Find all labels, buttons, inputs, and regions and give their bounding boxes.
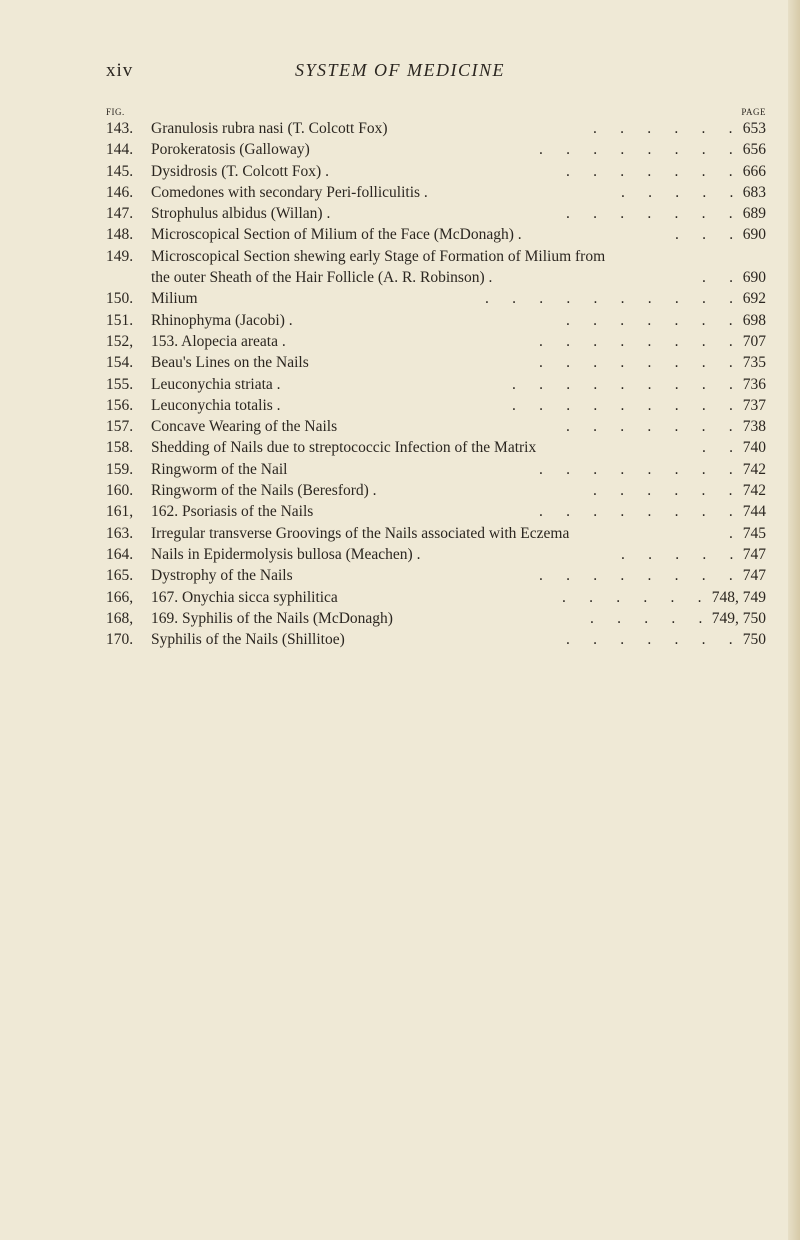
list-item xyxy=(106,437,766,458)
page-reference: 666 xyxy=(742,162,766,180)
illustration-list xyxy=(106,118,766,650)
page-reference: 736 xyxy=(742,375,766,393)
figure-number: 170. xyxy=(106,631,134,649)
page-reference: 742 xyxy=(742,460,766,478)
figure-title: Rhinophyma (Jacobi) . xyxy=(151,311,293,329)
figure-number: 154. xyxy=(106,354,134,372)
page-header xyxy=(0,60,800,84)
figure-title: Leuconychia totalis . xyxy=(151,396,281,414)
list-item xyxy=(106,501,766,522)
list-item xyxy=(106,565,766,586)
dot-leader: . . . . . . . . xyxy=(539,354,733,372)
figure-title: Granulosis rubra nasi (T. Colcott Fox) xyxy=(151,120,388,137)
list-item xyxy=(106,395,766,416)
figure-title: Ringworm of the Nails (Beresford) . xyxy=(151,482,377,500)
figure-title: 153. Alopecia areata . xyxy=(151,332,286,350)
dot-leader: . . xyxy=(702,439,733,457)
list-item xyxy=(106,523,766,544)
list-item xyxy=(106,544,766,565)
list-item xyxy=(106,459,766,480)
page-reference: 698 xyxy=(742,311,766,329)
figure-number: 160. xyxy=(106,482,134,500)
page-reference: 707 xyxy=(742,332,766,350)
dot-leader: . . . . . . . . xyxy=(539,567,733,585)
page-reference: 744 xyxy=(742,503,766,521)
dot-leader: . . . . . xyxy=(621,183,734,201)
list-item xyxy=(106,352,766,373)
figure-title: Irregular transverse Groovings of the Nails associated with Eczema xyxy=(151,524,570,542)
page-reference: 749, 750 xyxy=(711,609,766,627)
list-item xyxy=(106,246,766,267)
list-item xyxy=(106,224,766,245)
figure-number: 159. xyxy=(106,460,134,478)
dot-leader: . . . . . . . xyxy=(566,418,733,436)
figure-title: Milium xyxy=(151,290,198,308)
figure-number: 147. xyxy=(106,205,134,223)
page-reference: 750 xyxy=(742,631,766,649)
list-item xyxy=(106,416,766,437)
figure-number: 143. xyxy=(106,120,134,137)
list-item xyxy=(106,161,766,182)
figure-title: Comedones with secondary Peri-folliculitis . xyxy=(151,183,428,201)
list-item xyxy=(106,203,766,224)
figure-title: Leuconychia striata . xyxy=(151,375,281,393)
figure-number: 156. xyxy=(106,396,134,414)
page-reference: 690 xyxy=(742,226,766,244)
figure-number: 149. xyxy=(106,247,134,265)
page-edge xyxy=(788,0,800,1240)
page-reference: 747 xyxy=(742,545,766,563)
figure-number: 148. xyxy=(106,226,134,244)
figure-number: 157. xyxy=(106,418,134,436)
figure-title: Dystrophy of the Nails xyxy=(151,567,293,585)
dot-leader: . . . . . . . xyxy=(566,205,733,223)
page-reference: 690 xyxy=(742,269,766,287)
page-reference: 653 xyxy=(742,120,766,137)
page-reference: 656 xyxy=(742,141,766,159)
figure-title: Syphilis of the Nails (Shillitoe) xyxy=(151,631,345,649)
dot-leader: . . . . . . . . xyxy=(539,460,733,478)
page-number: xiv xyxy=(106,60,134,81)
list-item xyxy=(106,331,766,352)
page-reference: 740 xyxy=(742,439,766,457)
list-item xyxy=(106,139,766,160)
figure-title: 167. Onychia sicca syphilitica xyxy=(151,588,338,606)
list-item xyxy=(106,118,766,139)
figure-title: Dysidrosis (T. Colcott Fox) . xyxy=(151,162,329,180)
figure-title: Beau's Lines on the Nails xyxy=(151,354,309,372)
dot-leader: . . . . . xyxy=(621,545,734,563)
figure-number: 151. xyxy=(106,311,134,329)
dot-leader: . . . . . . xyxy=(593,482,733,500)
figure-number: 164. xyxy=(106,545,134,563)
figure-title: Strophulus albidus (Willan) . xyxy=(151,205,331,223)
figure-title: Nails in Epidermolysis bullosa (Meachen) . xyxy=(151,545,421,563)
running-title: SYSTEM OF MEDICINE xyxy=(295,60,505,80)
dot-leader: . . . . . . . . xyxy=(539,503,733,521)
figure-number: 158. xyxy=(106,439,134,457)
figure-title: Concave Wearing of the Nails xyxy=(151,418,338,436)
figure-title: Ringworm of the Nail xyxy=(151,460,288,478)
figure-number: 168, xyxy=(106,609,134,627)
dot-leader: . . . . . . . . . . xyxy=(485,290,733,308)
list-item xyxy=(106,587,766,608)
page-reference: 737 xyxy=(742,396,766,414)
page-reference: 748, 749 xyxy=(711,588,766,606)
page-reference: 747 xyxy=(742,567,766,585)
page-reference: 692 xyxy=(742,290,766,308)
page-reference: 745 xyxy=(742,524,766,542)
dot-leader: . . . . . . . . xyxy=(539,141,733,159)
dot-leader: . . . . . . xyxy=(562,588,702,606)
dot-leader: . . xyxy=(702,269,733,287)
dot-leader: . xyxy=(729,524,733,542)
figure-title: the outer Sheath of the Hair Follicle (A. R. Robinson) . xyxy=(151,269,493,287)
figure-number: 166, xyxy=(106,588,134,606)
dot-leader: . . . . . xyxy=(590,609,703,627)
dot-leader: . . . xyxy=(675,226,734,244)
page-reference: 742 xyxy=(742,482,766,500)
dot-leader: . . . . . . . xyxy=(566,631,733,649)
figure-title: Shedding of Nails due to streptococcic Infection of the Matrix xyxy=(151,439,537,457)
page-reference: 683 xyxy=(742,183,766,201)
figure-number: 163. xyxy=(106,524,134,542)
page-reference: 738 xyxy=(742,418,766,436)
list-item xyxy=(106,310,766,331)
figure-title: Microscopical Section of Milium of the Face (McDonagh) . xyxy=(151,226,522,244)
dot-leader: . . . . . . . . . xyxy=(512,375,733,393)
list-item xyxy=(106,374,766,395)
dot-leader: . . . . . . . xyxy=(566,311,733,329)
list-item xyxy=(106,480,766,501)
figure-title: 169. Syphilis of the Nails (McDonagh) xyxy=(151,609,393,627)
fig-column-heading: FIG. xyxy=(106,107,125,117)
figure-title: 162. Psoriasis of the Nails xyxy=(151,503,314,521)
dot-leader: . . . . . . . . . xyxy=(512,396,733,414)
figure-number: 150. xyxy=(106,290,134,308)
list-item xyxy=(106,182,766,203)
dot-leader: . . . . . . . xyxy=(566,162,733,180)
page-reference: 689 xyxy=(742,205,766,223)
figure-number: 144. xyxy=(106,141,134,159)
page-column-heading: PAGE xyxy=(741,107,766,117)
figure-number: 161, xyxy=(106,503,134,521)
list-item xyxy=(106,608,766,629)
figure-number: 145. xyxy=(106,162,134,180)
figure-title: Porokeratosis (Galloway) xyxy=(151,141,310,159)
list-item xyxy=(106,267,766,288)
figure-number: 152, xyxy=(106,332,134,350)
dot-leader: . . . . . . xyxy=(593,120,733,137)
dot-leader: . . . . . . . . xyxy=(539,332,733,350)
figure-number: 155. xyxy=(106,375,134,393)
list-item xyxy=(106,288,766,309)
figure-number: 146. xyxy=(106,183,134,201)
page-reference: 735 xyxy=(742,354,766,372)
list-item xyxy=(106,629,766,650)
figure-number: 165. xyxy=(106,567,134,585)
figure-title: Microscopical Section shewing early Stage of Formation of Milium from xyxy=(151,247,606,265)
